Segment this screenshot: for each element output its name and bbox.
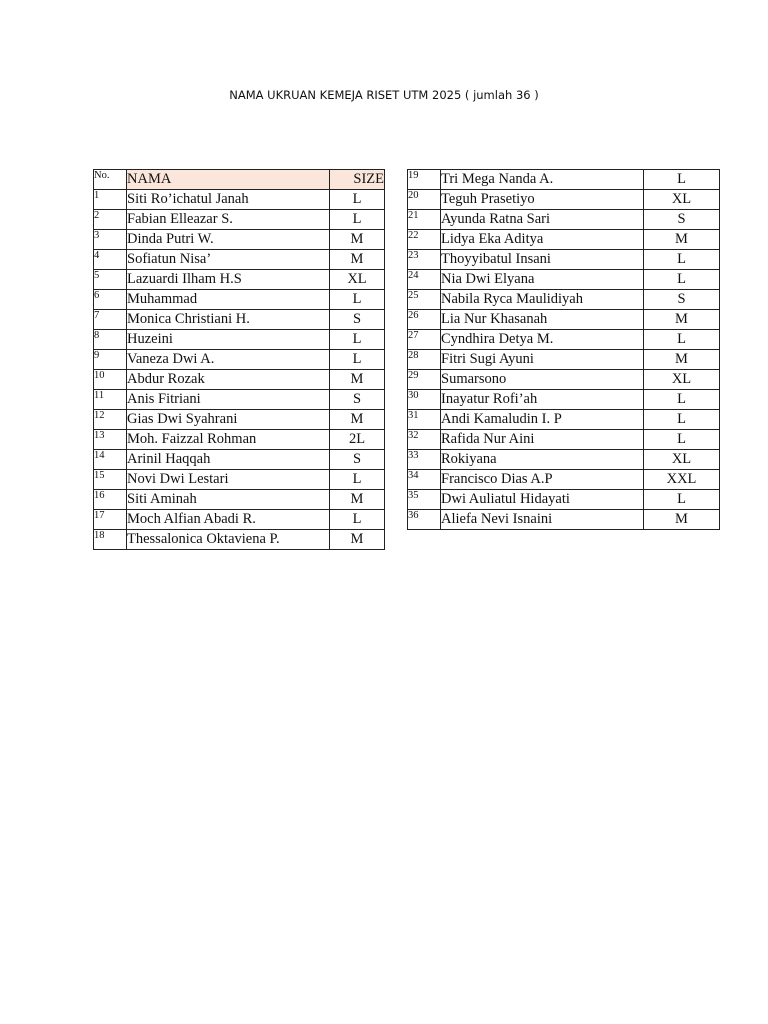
header-no: No. [94, 170, 127, 190]
member-name: Inayatur Rofi’ah [441, 390, 644, 410]
row-number: 32 [408, 430, 441, 450]
shirt-size: L [330, 510, 385, 530]
row-number: 35 [408, 490, 441, 510]
member-name: Nabila Ryca Maulidiyah [441, 290, 644, 310]
table-row [408, 310, 720, 330]
row-number: 34 [408, 470, 441, 490]
member-name: Rafida Nur Aini [441, 430, 644, 450]
member-name: Andi Kamaludin I. P [441, 410, 644, 430]
shirt-size: M [330, 530, 385, 550]
shirt-size: S [330, 450, 385, 470]
row-number: 13 [94, 430, 127, 450]
shirt-size: L [644, 390, 720, 410]
shirt-size: L [644, 270, 720, 290]
table-row [94, 350, 385, 370]
shirt-size: M [330, 230, 385, 250]
document-title: NAMA UKRUAN KEMEJA RISET UTM 2025 ( jumlah 36 ) [229, 88, 539, 102]
row-number: 26 [408, 310, 441, 330]
table-row [408, 270, 720, 290]
table-row [408, 450, 720, 470]
table-row [408, 250, 720, 270]
table-row [94, 430, 385, 450]
member-name: Fitri Sugi Ayuni [441, 350, 644, 370]
row-number: 30 [408, 390, 441, 410]
table-row [408, 350, 720, 370]
member-name: Rokiyana [441, 450, 644, 470]
member-name: Francisco Dias A.P [441, 470, 644, 490]
row-number: 22 [408, 230, 441, 250]
member-name: Anis Fitriani [127, 390, 330, 410]
table-row [408, 290, 720, 310]
table-row [94, 230, 385, 250]
table-row [94, 390, 385, 410]
member-name: Dwi Auliatul Hidayati [441, 490, 644, 510]
member-name: Cyndhira Detya M. [441, 330, 644, 350]
header-size: SIZE [330, 170, 385, 190]
row-number: 36 [408, 510, 441, 530]
shirt-size: S [330, 310, 385, 330]
table-row [408, 170, 720, 190]
row-number: 23 [408, 250, 441, 270]
table-row [94, 450, 385, 470]
row-number: 14 [94, 450, 127, 470]
table-row [408, 390, 720, 410]
shirt-size: L [330, 330, 385, 350]
table-row [408, 330, 720, 350]
shirt-size: S [644, 290, 720, 310]
table-row [94, 470, 385, 490]
member-name: Moh. Faizzal Rohman [127, 430, 330, 450]
shirt-size: L [330, 470, 385, 490]
table-row [94, 410, 385, 430]
member-name: Thessalonica Oktaviena P. [127, 530, 330, 550]
member-name: Sofiatun Nisa’ [127, 250, 330, 270]
row-number: 25 [408, 290, 441, 310]
table-row [94, 270, 385, 290]
row-number: 16 [94, 490, 127, 510]
row-number: 17 [94, 510, 127, 530]
table-row [408, 430, 720, 450]
row-number: 7 [94, 310, 127, 330]
row-number: 28 [408, 350, 441, 370]
table-row [94, 210, 385, 230]
shirt-size: XL [644, 450, 720, 470]
member-name: Monica Christiani H. [127, 310, 330, 330]
shirt-size: M [330, 250, 385, 270]
shirt-size: L [330, 190, 385, 210]
shirt-size: XL [644, 370, 720, 390]
table-row [94, 290, 385, 310]
row-number: 15 [94, 470, 127, 490]
member-name: Ayunda Ratna Sari [441, 210, 644, 230]
row-number: 3 [94, 230, 127, 250]
row-number: 8 [94, 330, 127, 350]
shirt-size: L [330, 210, 385, 230]
member-name: Tri Mega Nanda A. [441, 170, 644, 190]
member-name: Lazuardi Ilham H.S [127, 270, 330, 290]
row-number: 27 [408, 330, 441, 350]
shirt-size: L [644, 410, 720, 430]
header-name: NAMA [127, 170, 330, 190]
shirt-size: M [330, 490, 385, 510]
row-number: 24 [408, 270, 441, 290]
shirt-size: XXL [644, 470, 720, 490]
table-row [408, 490, 720, 510]
size-table-left [93, 169, 385, 550]
shirt-size: M [644, 310, 720, 330]
table-row [408, 190, 720, 210]
row-number: 33 [408, 450, 441, 470]
member-name: Novi Dwi Lestari [127, 470, 330, 490]
shirt-size: M [330, 410, 385, 430]
member-name: Arinil Haqqah [127, 450, 330, 470]
row-number: 9 [94, 350, 127, 370]
row-number: 31 [408, 410, 441, 430]
member-name: Thoyyibatul Insani [441, 250, 644, 270]
shirt-size: L [644, 430, 720, 450]
shirt-size: L [644, 330, 720, 350]
shirt-size: S [330, 390, 385, 410]
member-name: Aliefa Nevi Isnaini [441, 510, 644, 530]
member-name: Gias Dwi Syahrani [127, 410, 330, 430]
row-number: 4 [94, 250, 127, 270]
shirt-size: L [644, 170, 720, 190]
row-number: 11 [94, 390, 127, 410]
member-name: Abdur Rozak [127, 370, 330, 390]
table-row [94, 510, 385, 530]
shirt-size: M [644, 350, 720, 370]
row-number: 1 [94, 190, 127, 210]
table-row [408, 370, 720, 390]
row-number: 2 [94, 210, 127, 230]
table-row [94, 310, 385, 330]
shirt-size: L [644, 250, 720, 270]
member-name: Siti Ro’ichatul Janah [127, 190, 330, 210]
table-row [94, 190, 385, 210]
member-name: Fabian Elleazar S. [127, 210, 330, 230]
table-row [94, 490, 385, 510]
table-row [94, 250, 385, 270]
table-row [94, 530, 385, 550]
member-name: Lidya Eka Aditya [441, 230, 644, 250]
member-name: Vaneza Dwi A. [127, 350, 330, 370]
table-row [94, 330, 385, 350]
table-row [408, 210, 720, 230]
member-name: Teguh Prasetiyo [441, 190, 644, 210]
shirt-size: M [330, 370, 385, 390]
row-number: 5 [94, 270, 127, 290]
row-number: 29 [408, 370, 441, 390]
row-number: 6 [94, 290, 127, 310]
row-number: 12 [94, 410, 127, 430]
row-number: 10 [94, 370, 127, 390]
shirt-size: 2L [330, 430, 385, 450]
table-row [408, 410, 720, 430]
row-number: 19 [408, 170, 441, 190]
size-table-right [407, 169, 720, 530]
shirt-size: S [644, 210, 720, 230]
shirt-size: XL [330, 270, 385, 290]
member-name: Sumarsono [441, 370, 644, 390]
member-name: Lia Nur Khasanah [441, 310, 644, 330]
member-name: Muhammad [127, 290, 330, 310]
row-number: 21 [408, 210, 441, 230]
member-name: Dinda Putri W. [127, 230, 330, 250]
table-row [408, 470, 720, 490]
shirt-size: L [330, 350, 385, 370]
shirt-size: XL [644, 190, 720, 210]
shirt-size: M [644, 230, 720, 250]
member-name: Siti Aminah [127, 490, 330, 510]
shirt-size: M [644, 510, 720, 530]
shirt-size: L [330, 290, 385, 310]
row-number: 18 [94, 530, 127, 550]
table-row [408, 230, 720, 250]
member-name: Moch Alfian Abadi R. [127, 510, 330, 530]
table-row [94, 370, 385, 390]
member-name: Huzeini [127, 330, 330, 350]
member-name: Nia Dwi Elyana [441, 270, 644, 290]
shirt-size: L [644, 490, 720, 510]
table-row [408, 510, 720, 530]
row-number: 20 [408, 190, 441, 210]
table-header-row [94, 170, 385, 190]
